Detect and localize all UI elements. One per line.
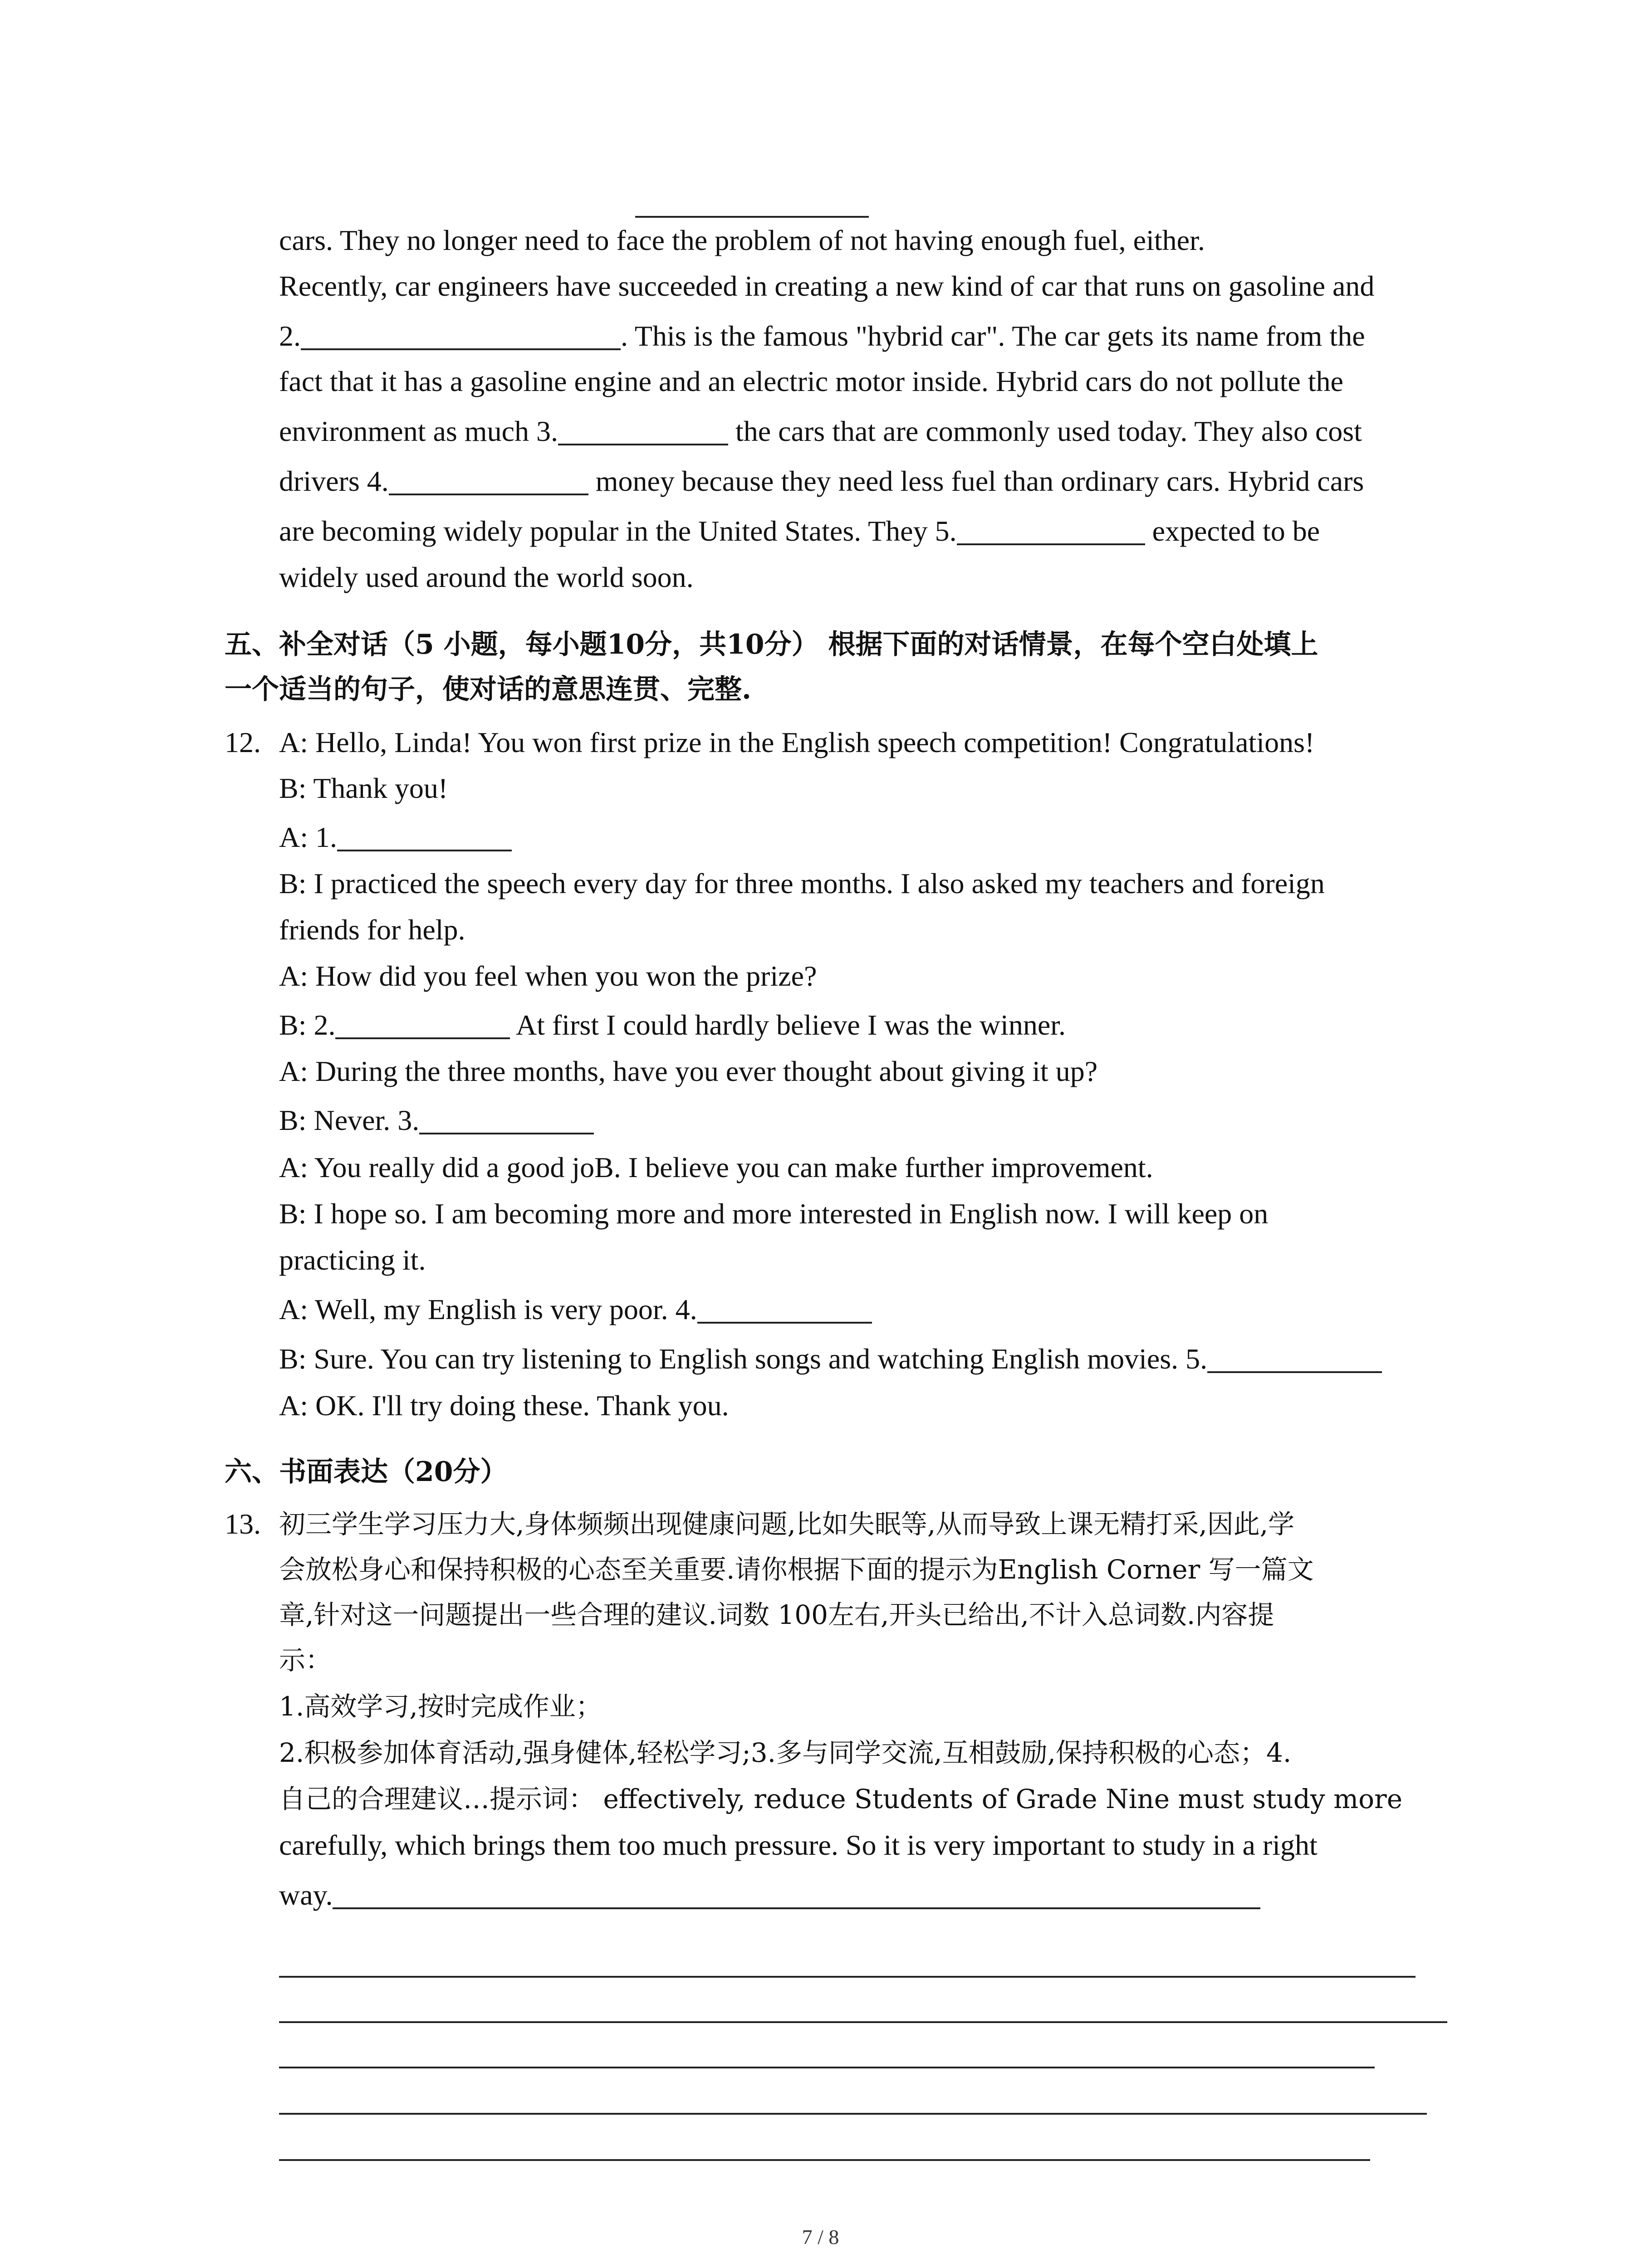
answer-blank[interactable] <box>558 419 728 445</box>
dialogue-line: B: I hope so. I am becoming more and more interested in English now. I will keep on <box>279 1198 1269 1230</box>
answer-blank[interactable] <box>697 1297 872 1324</box>
passage-line: Recently, car engineers have succeeded in creating a new kind of car that runs on gasoline and <box>279 270 1375 302</box>
section-heading: 一个适当的句子，使对话的意思连贯、完整. <box>225 674 751 705</box>
writing-line[interactable] <box>279 2067 1375 2068</box>
prompt-line: carefully, which brings them too much pressure. So it is very important to study in a right <box>279 1829 1318 1861</box>
top-answer-line <box>635 216 869 218</box>
answer-blank[interactable] <box>419 1108 594 1134</box>
section-heading: 六、书面表达（20分） <box>225 1456 508 1488</box>
dialogue-line: practicing it. <box>279 1244 426 1276</box>
prompt-line: 初三学生学习压力大,身体频频出现健康问题,比如失眠等,从而导致上课无精打采,因此,学 <box>279 1509 1295 1540</box>
answer-blank[interactable] <box>301 324 621 350</box>
dialogue-line: A: OK. I'll try doing these. Thank you. <box>279 1389 729 1422</box>
passage-line: fact that it has a gasoline engine and an electric motor inside. Hybrid cars do not pollute the <box>279 365 1343 397</box>
dialogue-line: B: Sure. You can try listening to English songs and watching English movies. 5. <box>279 1344 1382 1374</box>
passage-line: cars. They no longer need to face the problem of not having enough fuel, either. <box>279 224 1205 256</box>
prompt-line: way. <box>279 1881 1260 1910</box>
writing-line[interactable] <box>279 1976 1416 1978</box>
dialogue-line: friends for help. <box>279 914 465 946</box>
dialogue-line: B: 2. At first I could hardly believe I was the winner. <box>279 1009 1066 1041</box>
question-number: 12. <box>225 726 261 758</box>
passage-line: 2. . This is the famous "hybrid car". The car gets its name from the <box>279 320 1365 352</box>
dialogue-line: B: I practiced the speech every day for three months. I also asked my teachers and foreign <box>279 867 1325 899</box>
writing-line[interactable] <box>279 2021 1447 2023</box>
prompt-line: 1.高效学习,按时完成作业； <box>279 1691 602 1722</box>
prompt-line: 会放松身心和保持积极的心态至关重要.请你根据下面的提示为English Corner 写一篇文 <box>279 1554 1314 1585</box>
dialogue-line: A: Hello, Linda! You won first prize in the English speech competition! Congratulations! <box>279 726 1315 758</box>
dialogue-line: A: You really did a good joB. I believe you can make further improvement. <box>279 1151 1153 1183</box>
prompt-line: 2.积极参加体育活动,强身健体,轻松学习;3.多与同学交流,互相鼓励,保持积极的心态；4. <box>279 1737 1292 1768</box>
passage-line: widely used around the world soon. <box>279 561 694 593</box>
dialogue-line: A: Well, my English is very poor. 4. <box>279 1295 872 1324</box>
passage-line: drivers 4. money because they need less fuel than ordinary cars. Hybrid cars <box>279 465 1364 497</box>
dialogue-line: B: Thank you! <box>279 772 448 804</box>
answer-blank[interactable] <box>389 469 588 495</box>
dialogue-line: A: How did you feel when you won the prize? <box>279 960 817 992</box>
passage-line: environment as much 3. the cars that are commonly used today. They also cost <box>279 415 1362 447</box>
dialogue-line: A: 1. <box>279 823 512 852</box>
answer-blank[interactable] <box>957 519 1145 545</box>
writing-line[interactable] <box>333 1883 1260 1909</box>
passage-line: are becoming widely popular in the United States. They 5. expected to be <box>279 515 1320 547</box>
writing-line[interactable] <box>279 2113 1427 2115</box>
question-number: 13. <box>225 1508 261 1540</box>
dialogue-line: B: Never. 3. <box>279 1106 594 1135</box>
answer-blank[interactable] <box>337 825 512 851</box>
answer-blank[interactable] <box>1207 1347 1382 1373</box>
answer-blank[interactable] <box>335 1013 510 1039</box>
section-heading: 五、补全对话（5 小题，每小题10分，共10分） 根据下面的对话情景，在每个空白处填上 <box>225 629 1318 660</box>
writing-line[interactable] <box>279 2159 1370 2161</box>
prompt-line: 章,针对这一问题提出一些合理的建议.词数 100左右,开头已给出,不计入总词数.内容提 <box>279 1599 1274 1630</box>
prompt-line: 自己的合理建议…提示词： effectively, reduce Students of Grade Nine must study more <box>279 1784 1403 1814</box>
page-number: 7 / 8 <box>802 2225 839 2248</box>
dialogue-line: A: During the three months, have you ever thought about giving it up? <box>279 1055 1098 1087</box>
prompt-line: 示： <box>279 1645 332 1676</box>
